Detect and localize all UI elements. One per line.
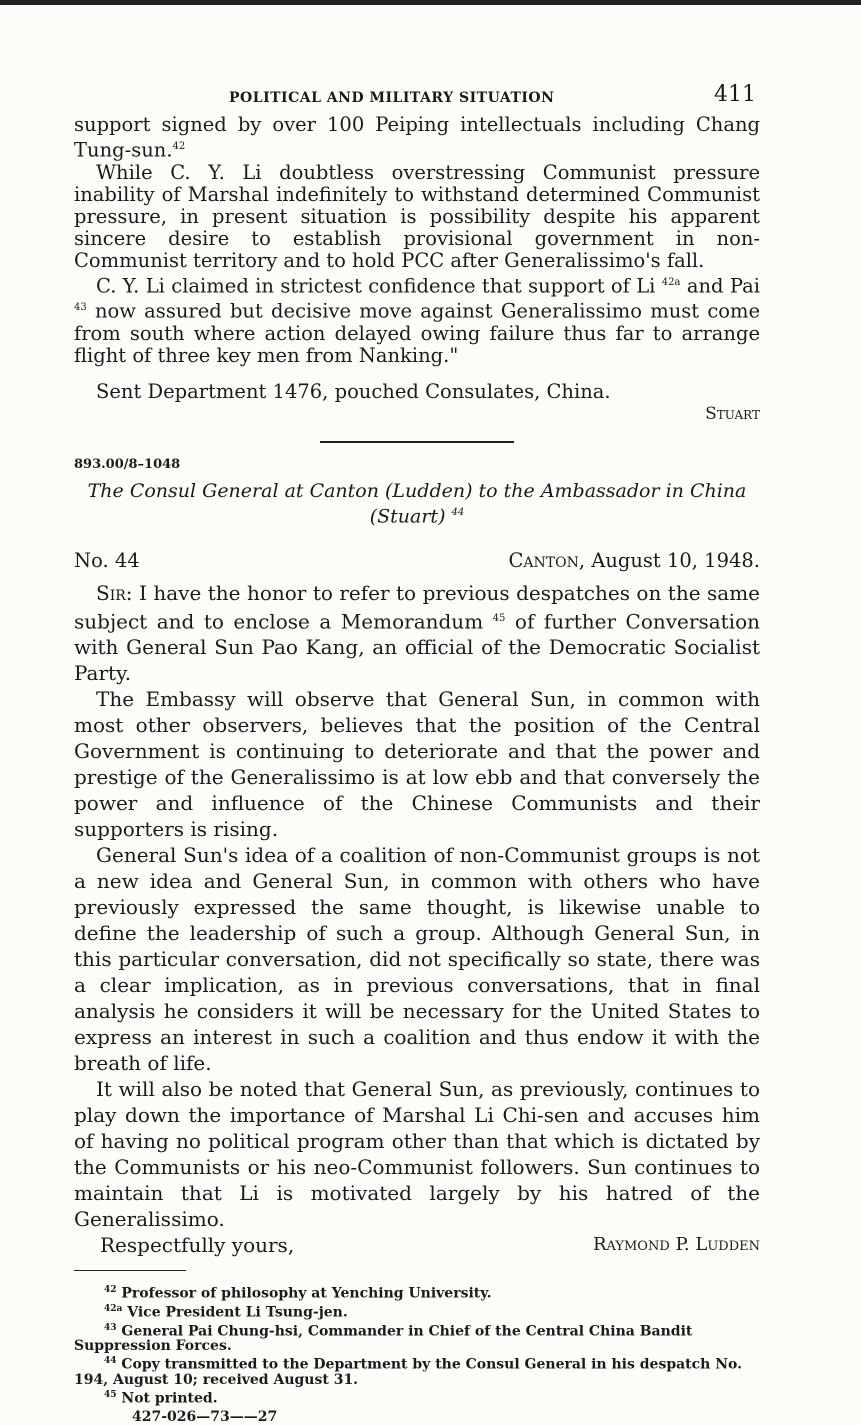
print-code: 427-026—73——27 (132, 1408, 278, 1425)
footnote-mark: 44 (104, 1356, 117, 1367)
date: August 10, 1948. (591, 548, 760, 572)
document-page (74, 78, 760, 1425)
footnotes (74, 1283, 760, 1406)
paragraph (74, 580, 760, 687)
footnote-text: Vice President Li Tsung-jen. (127, 1304, 348, 1321)
footnote-mark: 42 (104, 1285, 117, 1296)
place-date (508, 549, 760, 572)
footnote-rule (74, 1270, 186, 1271)
paragraph-text: I have the honor to refer to previous despatches on the same subject and to enclose a Memorandum (74, 580, 761, 634)
footnote-text: General Pai Chung-hsi, Commander in Chief of the Central China Bandit Suppression Forces. (74, 1323, 693, 1355)
paragraph-text: support signed by over 100 Peiping intellectuals including Chang Tung-sun. (74, 113, 760, 162)
top-border (0, 0, 861, 5)
footnote (74, 1302, 760, 1321)
page-number: 411 (714, 82, 756, 107)
file-number: 893.00/8–1048 (74, 456, 181, 472)
footnote-ref: 43 (74, 302, 87, 313)
page-header (74, 78, 760, 114)
paragraph: While C. Y. Li doubtless overstressing Communist pressure inability of Marshal indefinitely to withstand determined Communist pressure, in present situation is possibility despite his apparent sincere desire to establish provisional government in non-Communist territory and to hold PCC after Generalissimo's fall. (74, 160, 760, 272)
footnote-ref: 42a (661, 276, 681, 288)
footnote-ref: 42 (172, 141, 186, 152)
paragraph-text: C. Y. Li claimed in strictest confidence that support of Li (96, 274, 656, 297)
paragraph (74, 114, 760, 162)
paragraph: It will also be noted that General Sun, as previously, continues to play down the importance of Marshal Li Chi-sen and accuses him of having no political program other than that which is dictated by the Communists or his neo-Communist followers. Sun continues to maintain that Li is motivated largely by his hatred of the Generalissimo. (74, 1077, 760, 1232)
footnote (74, 1354, 760, 1388)
dateline (74, 549, 760, 572)
footnote-text: Not printed. (121, 1390, 218, 1407)
title-text: The Consul General at Canton (Ludden) to the Ambassador in China (Stuart) (87, 479, 747, 527)
footnote (74, 1388, 760, 1407)
footnote-ref: 45 (492, 612, 506, 624)
closing-row (74, 1232, 760, 1258)
second-document (74, 457, 760, 1259)
signature: Stuart (705, 403, 760, 424)
paragraph: General Sun's idea of a coalition of non-Communist groups is not a new idea and General Sun, in common with others who have previously expressed the same thought, is likewise unable to define the leadership of such a group. Although General Sun, in this particular conversation, did not specifically so state, there was a clear implication, as in previous conversations, that in final analysis he considers it will be necessary for the United States to express an interest in such a coalition and thus endow it with the breath of life. (74, 843, 760, 1076)
document-title (74, 480, 760, 527)
signature: Raymond P. Ludden (592, 1234, 760, 1256)
paragraph (74, 272, 760, 367)
footnote-text: Professor of philosophy at Yenching University. (121, 1286, 492, 1303)
paragraph-text: now assured but decisive move against Generalissimo must come from south where action delayed owing failure thus far to arrange flight of three key men from Nanking." (74, 299, 761, 367)
footnote (74, 1283, 760, 1302)
paragraph-text: and Pai (686, 274, 760, 297)
footnote-mark: 45 (104, 1390, 117, 1401)
sent-line: Sent Department 1476, pouched Consulates, China. (96, 379, 611, 403)
first-document (74, 114, 760, 425)
footnote-mark: 43 (104, 1322, 117, 1333)
despatch-number: No. 44 (74, 548, 140, 572)
salutation: Sir: (96, 580, 133, 605)
footnote-text: Copy transmitted to the Department by the Consul General in his despatch No. 194, August 10; received August 31. (74, 1357, 742, 1389)
place: Canton, (508, 548, 586, 572)
footnote (74, 1321, 760, 1355)
closing: Respectfully yours, (100, 1233, 295, 1258)
paragraph: The Embassy will observe that General Sun, in common with most other observers, believes that the position of the Central Government is continuing to deteriorate and that the power and prestige of the Generalissimo is at low ebb and that conversely the power and influence of the Chinese Communists and their supporters is rising. (74, 687, 760, 842)
footnote-mark: 42a (104, 1304, 123, 1315)
paragraph-text: of further Conversation with General Sun Pao Kang, an official of the Democratic Socialist Party. (74, 609, 760, 686)
section-divider (320, 441, 514, 443)
running-head: POLITICAL AND MILITARY SITUATION (229, 90, 555, 106)
footnote-ref: 44 (451, 506, 465, 518)
